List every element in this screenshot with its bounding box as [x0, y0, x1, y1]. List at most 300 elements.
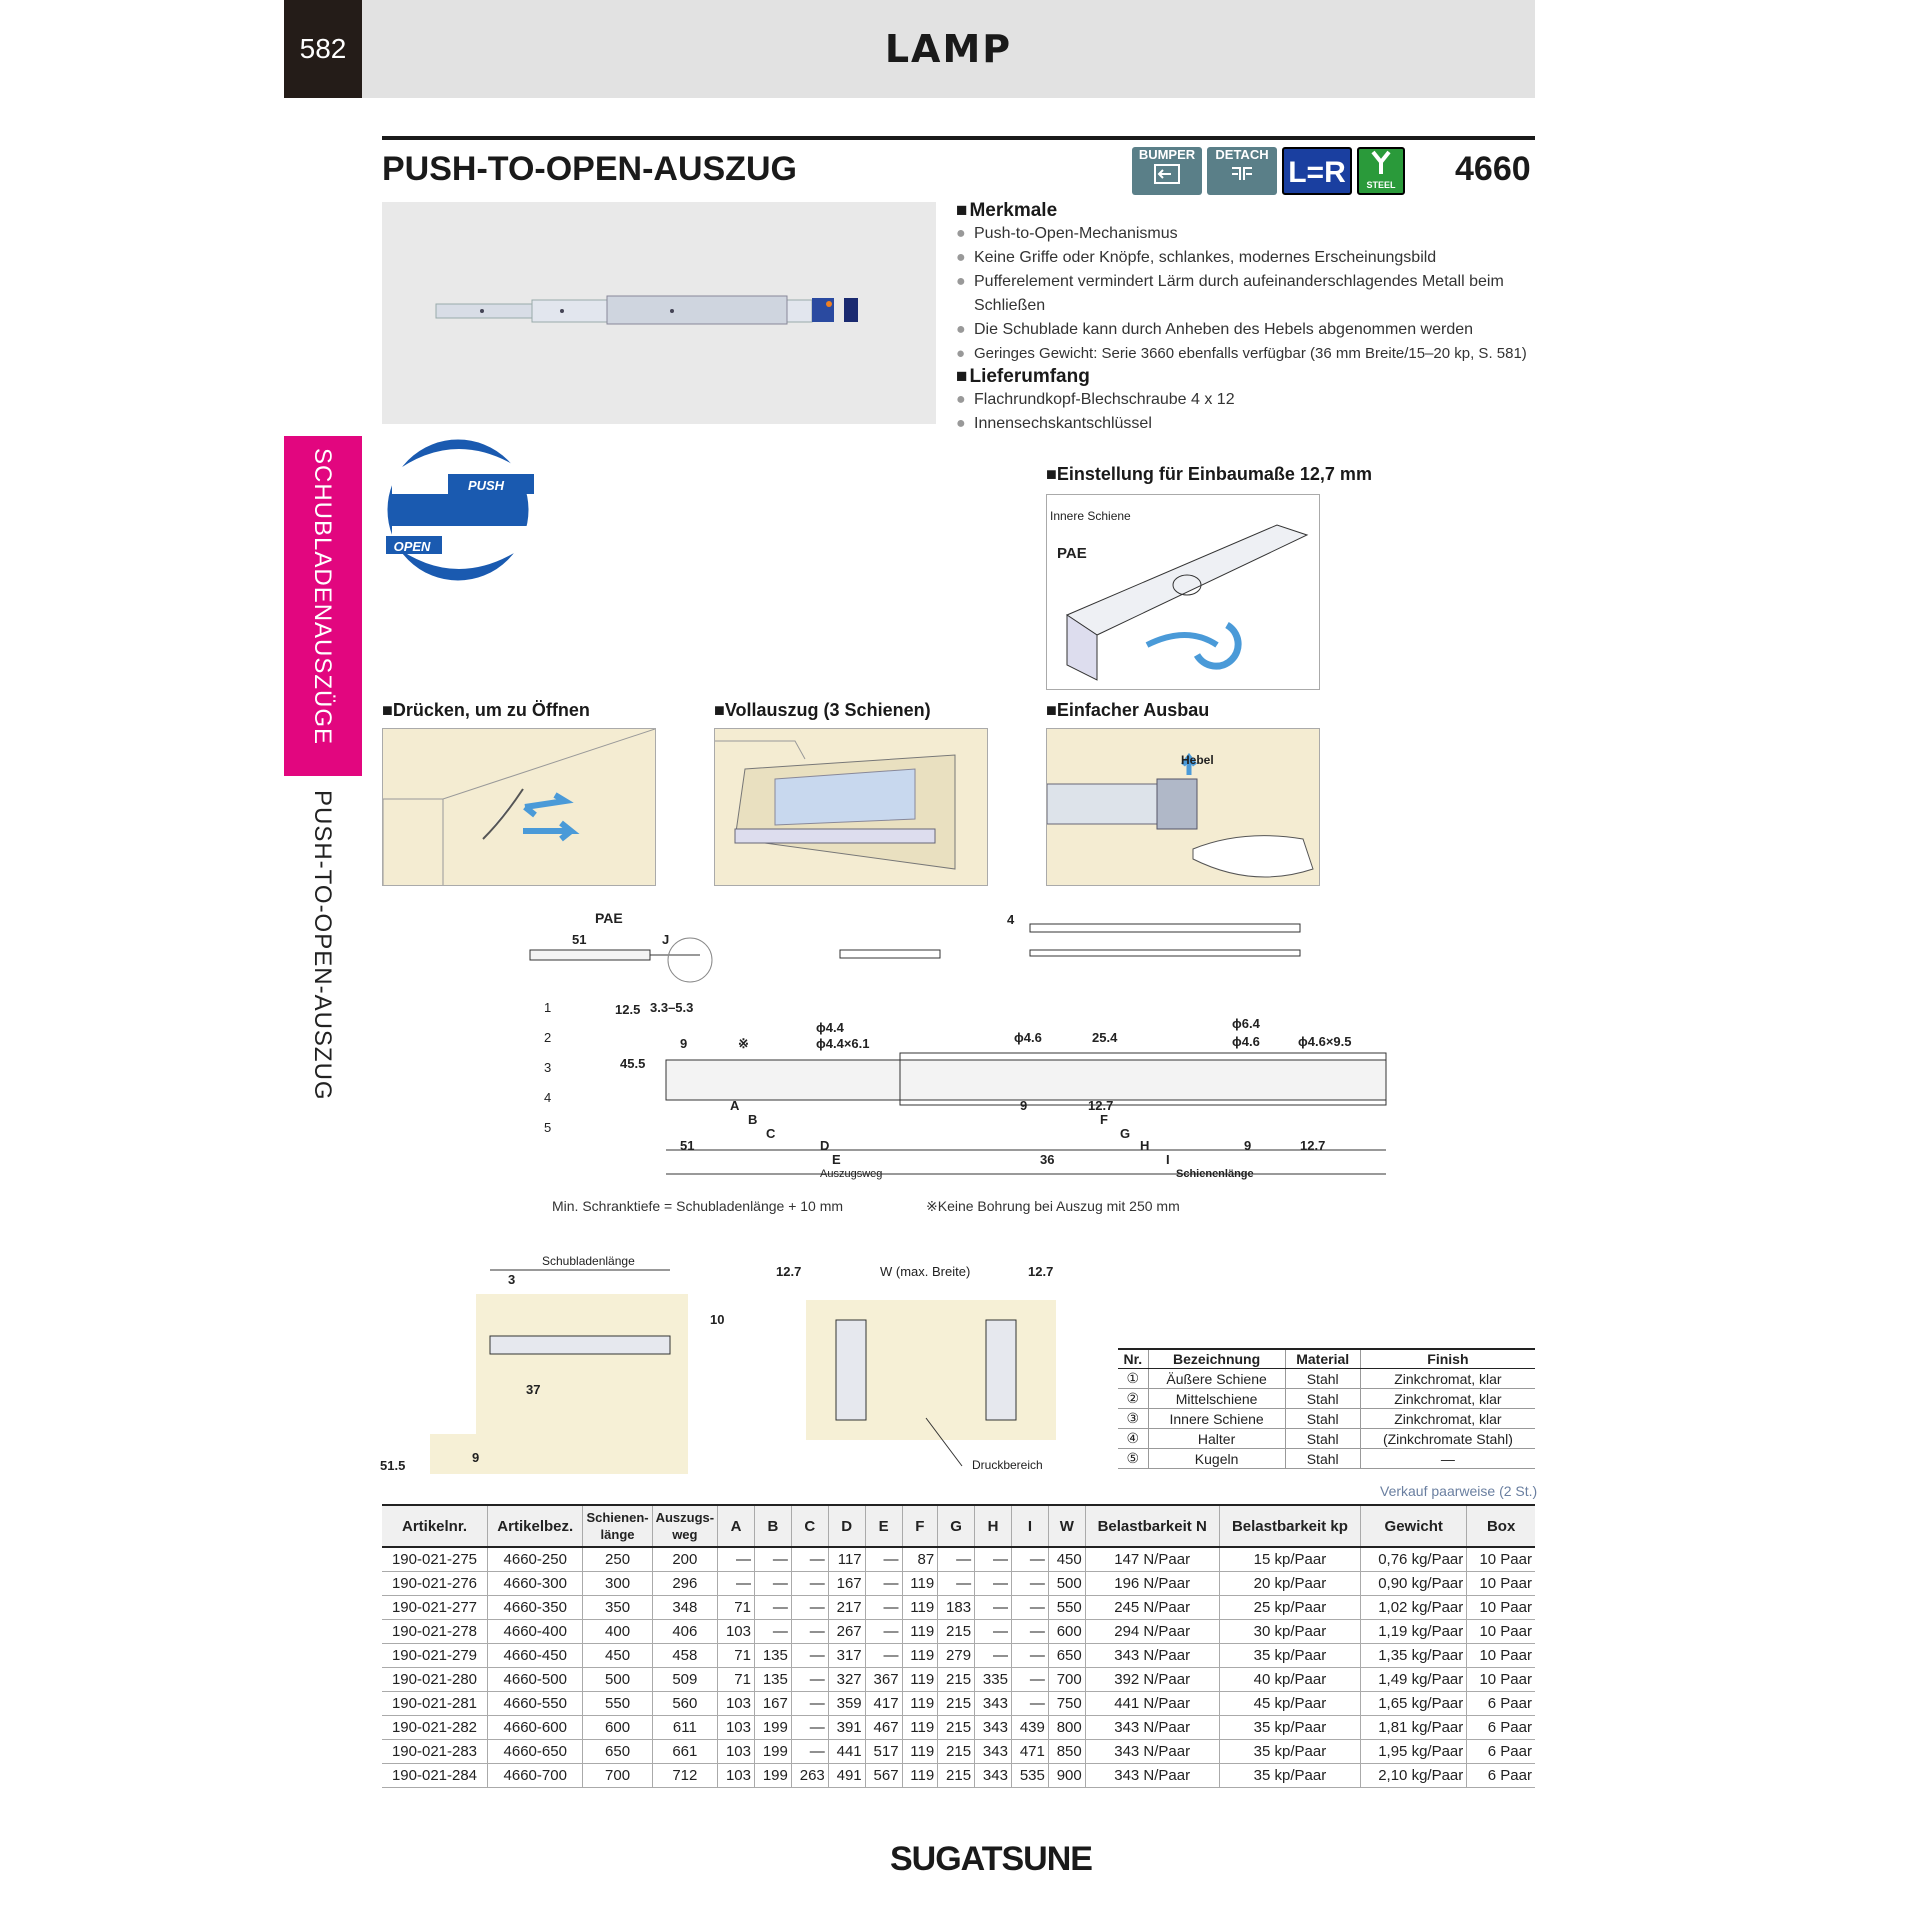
page-number: 582	[284, 0, 362, 98]
spec-cell: 1,65 kg/Paar	[1361, 1692, 1467, 1716]
dim-25-4: 25.4	[1092, 1030, 1118, 1045]
parts-header: Finish	[1360, 1349, 1535, 1369]
l-equals-r-badge: L=R	[1282, 147, 1352, 195]
spec-cell: —	[865, 1620, 902, 1644]
spec-cell: 343 N/Paar	[1085, 1764, 1219, 1788]
spec-cell: 712	[652, 1764, 718, 1788]
spec-cell: 200	[652, 1547, 718, 1572]
spec-cell: 661	[652, 1740, 718, 1764]
spec-cell: 215	[938, 1668, 975, 1692]
spec-cell: 199	[754, 1716, 791, 1740]
spec-header: D	[828, 1505, 865, 1547]
spec-header: H	[975, 1505, 1012, 1547]
dim-phi-4-4: ϕ4.4	[816, 1020, 844, 1035]
spec-cell: 10 Paar	[1467, 1668, 1535, 1692]
parts-cell: Zinkchromat, klar	[1360, 1409, 1535, 1429]
dim-phi-4-4x6-1: ϕ4.4×6.1	[816, 1036, 870, 1051]
spec-cell: 190-021-281	[382, 1692, 488, 1716]
spec-cell: 30 kp/Paar	[1219, 1620, 1361, 1644]
spec-cell: 517	[865, 1740, 902, 1764]
spec-cell: 343	[975, 1716, 1012, 1740]
spec-cell: 10 Paar	[1467, 1547, 1535, 1572]
spec-cell: 650	[1048, 1644, 1085, 1668]
spec-cell: 190-021-284	[382, 1764, 488, 1788]
spec-header: Belastbarkeit N	[1085, 1505, 1219, 1547]
dim-12-7: 12.7	[1088, 1098, 1114, 1113]
parts-cell: ⑤	[1118, 1449, 1148, 1469]
spec-cell: 467	[865, 1716, 902, 1740]
spec-cell: 348	[652, 1596, 718, 1620]
category-tab-label: SCHUBLADENAUSZÜGE	[309, 448, 336, 746]
spec-cell: 441	[828, 1740, 865, 1764]
spec-cell: 1,19 kg/Paar	[1361, 1620, 1467, 1644]
spec-cell: 25 kp/Paar	[1219, 1596, 1361, 1620]
parts-cell: ①	[1118, 1369, 1148, 1389]
spec-cell: 471	[1011, 1740, 1048, 1764]
spec-cell: 400	[583, 1620, 652, 1644]
spec-cell: 117	[828, 1547, 865, 1572]
dim-9c: 9	[1020, 1098, 1028, 1113]
spec-header: Artikelbez.	[488, 1505, 583, 1547]
spec-cell: 119	[902, 1644, 938, 1668]
spec-cell: —	[975, 1620, 1012, 1644]
spec-header: B	[754, 1505, 791, 1547]
spec-cell: 567	[865, 1764, 902, 1788]
detach-badge-label: DETACH	[1215, 147, 1269, 162]
dim-max-width: W (max. Breite)	[880, 1264, 971, 1279]
scope-item: ● Innensechskantschlüssel	[956, 412, 1536, 436]
spec-cell: —	[1011, 1644, 1048, 1668]
spec-cell: 190-021-283	[382, 1740, 488, 1764]
model-number: 4660	[1455, 150, 1531, 188]
callout-5: 5	[544, 1120, 552, 1135]
spec-cell: 190-021-275	[382, 1547, 488, 1572]
spec-header: W	[1048, 1505, 1085, 1547]
spec-cell: 71	[718, 1596, 755, 1620]
parts-cell: Halter	[1148, 1429, 1285, 1449]
spec-cell: —	[754, 1620, 791, 1644]
spec-table	[382, 1504, 1535, 1788]
dim-i: I	[1166, 1152, 1170, 1167]
spec-row	[382, 1764, 1535, 1788]
spec-cell: 317	[828, 1644, 865, 1668]
spec-cell: 343 N/Paar	[1085, 1740, 1219, 1764]
spec-cell: 190-021-278	[382, 1620, 488, 1644]
parts-cell: Mittelschiene	[1148, 1389, 1285, 1409]
spec-cell: 103	[718, 1764, 755, 1788]
inner-rail-label: Innere Schiene	[1050, 509, 1131, 523]
dim-phi-4-6x9-5: ϕ4.6×9.5	[1298, 1034, 1352, 1049]
feature-item: ● Pufferelement vermindert Lärm durch aufeinanderschlagendes Metall beim Schließen	[956, 270, 1536, 318]
spec-cell: 335	[975, 1668, 1012, 1692]
parts-table	[1118, 1348, 1535, 1469]
parts-cell: ②	[1118, 1389, 1148, 1409]
dim-phi-6-4: ϕ6.4	[1232, 1016, 1260, 1031]
spec-cell: 35 kp/Paar	[1219, 1764, 1361, 1788]
spec-cell: 6 Paar	[1467, 1692, 1535, 1716]
page-title: PUSH-TO-OPEN-AUSZUG	[382, 150, 797, 188]
dim-extension-travel: Auszugsweg	[820, 1168, 883, 1180]
spec-cell: 439	[1011, 1716, 1048, 1740]
spec-cell: 458	[652, 1644, 718, 1668]
parts-cell: Stahl	[1285, 1429, 1360, 1449]
spec-cell: 4660-450	[488, 1644, 583, 1668]
spec-cell: 550	[583, 1692, 652, 1716]
dim-10: 10	[710, 1312, 725, 1327]
spec-cell: 215	[938, 1620, 975, 1644]
spec-row	[382, 1572, 1535, 1596]
push-label: PUSH	[467, 478, 505, 493]
spec-cell: 327	[828, 1668, 865, 1692]
parts-cell: Stahl	[1285, 1409, 1360, 1429]
spec-cell: 190-021-282	[382, 1716, 488, 1740]
spec-header: Gewicht	[1361, 1505, 1467, 1547]
spec-cell: —	[1011, 1547, 1048, 1572]
spec-row	[382, 1644, 1535, 1668]
full-extension-illustration	[714, 728, 988, 886]
spec-cell: 4660-300	[488, 1572, 583, 1596]
spec-header: Belastbarkeit kp	[1219, 1505, 1361, 1547]
sale-note: Verkauf paarweise (2 St.)	[1380, 1483, 1538, 1499]
dim-f: F	[1100, 1112, 1108, 1127]
spec-cell: 215	[938, 1692, 975, 1716]
spec-cell: 600	[1048, 1620, 1085, 1644]
spec-cell: 87	[902, 1547, 938, 1572]
parts-cell: Stahl	[1285, 1369, 1360, 1389]
dim-c: C	[766, 1126, 776, 1141]
spec-cell: 350	[583, 1596, 652, 1620]
spec-cell: 4660-400	[488, 1620, 583, 1644]
dim-12-7b: 12.7	[1300, 1138, 1326, 1153]
spec-header: E	[865, 1505, 902, 1547]
spec-cell: 343	[975, 1692, 1012, 1716]
spec-cell: 2,10 kg/Paar	[1361, 1764, 1467, 1788]
brand-logo: LAMP	[884, 27, 1013, 71]
parts-cell: ③	[1118, 1409, 1148, 1429]
spec-cell: —	[1011, 1596, 1048, 1620]
dim-12-7-left: 12.7	[776, 1264, 802, 1279]
no-hole-note: ※Keine Bohrung bei Auszug mit 250 mm	[926, 1198, 1180, 1214]
spec-cell: 190-021-277	[382, 1596, 488, 1620]
dim-37: 37	[526, 1382, 541, 1397]
spec-cell: 535	[1011, 1764, 1048, 1788]
dim-51b: 51	[680, 1138, 695, 1153]
spec-cell: 600	[583, 1716, 652, 1740]
spec-cell: —	[1011, 1668, 1048, 1692]
spec-cell: 245 N/Paar	[1085, 1596, 1219, 1620]
spec-cell: 199	[754, 1740, 791, 1764]
spec-cell: 0,76 kg/Paar	[1361, 1547, 1467, 1572]
spec-cell: 103	[718, 1740, 755, 1764]
spec-cell: 45 kp/Paar	[1219, 1692, 1361, 1716]
spec-cell: —	[975, 1572, 1012, 1596]
spec-cell: 40 kp/Paar	[1219, 1668, 1361, 1692]
spec-cell: 367	[865, 1668, 902, 1692]
spec-cell: 263	[791, 1764, 828, 1788]
callout-4: 4	[544, 1090, 552, 1105]
parts-row	[1118, 1449, 1535, 1469]
dim-12-7-right: 12.7	[1028, 1264, 1054, 1279]
bumper-badge	[1132, 147, 1202, 195]
spec-cell: 6 Paar	[1467, 1764, 1535, 1788]
category-tab	[284, 436, 362, 776]
spec-cell: 167	[828, 1572, 865, 1596]
spec-cell: 0,90 kg/Paar	[1361, 1572, 1467, 1596]
dim-45-5: 45.5	[620, 1056, 646, 1071]
spec-cell: 343	[975, 1764, 1012, 1788]
parts-cell: Stahl	[1285, 1449, 1360, 1469]
open-label: OPEN	[393, 539, 431, 554]
full-extension-heading: ■ Vollauszug (3 Schienen)	[714, 700, 931, 721]
dim-b: B	[748, 1112, 758, 1127]
spec-header: G	[938, 1505, 975, 1547]
spec-cell: 441 N/Paar	[1085, 1692, 1219, 1716]
dim-phi-4-6: ϕ4.6	[1014, 1030, 1042, 1045]
callout-3: 3	[544, 1060, 552, 1075]
spec-header: I	[1011, 1505, 1048, 1547]
spec-cell: 190-021-280	[382, 1668, 488, 1692]
features-heading: ■ Merkmale	[956, 200, 1536, 222]
spec-cell: —	[791, 1740, 828, 1764]
spec-cell: —	[975, 1596, 1012, 1620]
dim-9d: 9	[472, 1450, 480, 1465]
dim-36: 36	[1040, 1152, 1055, 1167]
dim-9b: 9	[1244, 1138, 1252, 1153]
parts-row	[1118, 1429, 1535, 1449]
spec-cell: 10 Paar	[1467, 1596, 1535, 1620]
press-heading: ■ Drücken, um zu Öffnen	[382, 700, 590, 721]
spec-row	[382, 1547, 1535, 1572]
dim-9: 9	[680, 1036, 688, 1051]
dim-e: E	[832, 1152, 841, 1167]
spec-header: Schienen-länge	[583, 1505, 652, 1547]
spec-cell: 103	[718, 1620, 755, 1644]
spec-cell: 800	[1048, 1716, 1085, 1740]
spec-cell: 119	[902, 1596, 938, 1620]
spec-cell: 294 N/Paar	[1085, 1620, 1219, 1644]
spec-cell: 267	[828, 1620, 865, 1644]
parts-header: Nr.	[1118, 1349, 1148, 1369]
spec-cell: 147 N/Paar	[1085, 1547, 1219, 1572]
pae-label: PAE	[1057, 545, 1087, 562]
spec-cell: 1,95 kg/Paar	[1361, 1740, 1467, 1764]
spec-cell: 500	[583, 1668, 652, 1692]
spec-cell: 35 kp/Paar	[1219, 1740, 1361, 1764]
product-tab-label: PUSH-TO-OPEN-AUSZUG	[309, 790, 336, 1101]
adjust-heading: ■ Einstellung für Einbaumaße 12,7 mm	[1046, 464, 1372, 485]
spec-cell: —	[865, 1596, 902, 1620]
steel-badge-label: STEEL	[1366, 180, 1396, 190]
spec-cell: 135	[754, 1668, 791, 1692]
spec-header: F	[902, 1505, 938, 1547]
spec-cell: 119	[902, 1668, 938, 1692]
spec-cell: 119	[902, 1620, 938, 1644]
spec-cell: 4660-500	[488, 1668, 583, 1692]
slide-rail-image	[382, 202, 936, 424]
spec-cell: 700	[1048, 1668, 1085, 1692]
spec-cell: —	[791, 1547, 828, 1572]
spec-cell: 215	[938, 1764, 975, 1788]
callout-2: 2	[544, 1030, 552, 1045]
dim-d: D	[820, 1138, 830, 1153]
dim-12-5: 12.5	[615, 1002, 641, 1017]
spec-row	[382, 1668, 1535, 1692]
spec-cell: 296	[652, 1572, 718, 1596]
title-rule	[382, 136, 1535, 140]
spec-cell: 450	[583, 1644, 652, 1668]
features-section	[956, 200, 1536, 436]
spec-cell: 199	[754, 1764, 791, 1788]
spec-cell: 119	[902, 1764, 938, 1788]
spec-cell: 119	[902, 1716, 938, 1740]
spec-cell: 135	[754, 1644, 791, 1668]
spec-cell: 550	[1048, 1596, 1085, 1620]
cabinet-depth-note: Min. Schranktiefe = Schubladenlänge + 10 mm	[552, 1198, 844, 1214]
detach-icon	[1224, 162, 1260, 186]
spec-cell: 1,35 kg/Paar	[1361, 1644, 1467, 1668]
spec-cell: 300	[583, 1572, 652, 1596]
spec-cell: 6 Paar	[1467, 1716, 1535, 1740]
spec-cell: 215	[938, 1740, 975, 1764]
spec-row	[382, 1740, 1535, 1764]
spec-header: Box	[1467, 1505, 1535, 1547]
bumper-badge-label: BUMPER	[1138, 147, 1196, 162]
dim-asterisk: ※	[738, 1036, 749, 1051]
spec-cell: 392 N/Paar	[1085, 1668, 1219, 1692]
spec-cell: 343	[975, 1740, 1012, 1764]
callout-list	[544, 1000, 564, 1150]
spec-cell: 4660-650	[488, 1740, 583, 1764]
spec-cell: 4660-250	[488, 1547, 583, 1572]
spec-cell: 250	[583, 1547, 652, 1572]
drawer-length-label: Schubladenlänge	[542, 1254, 635, 1268]
sugatsune-logo: SUGATSUNE	[890, 1840, 1092, 1878]
parts-cell: (Zinkchromate Stahl)	[1360, 1429, 1535, 1449]
spec-cell: —	[791, 1692, 828, 1716]
scope-heading: ■ Lieferumfang	[956, 366, 1536, 388]
dim-h: H	[1140, 1138, 1150, 1153]
spec-cell: —	[938, 1547, 975, 1572]
spec-cell: 103	[718, 1716, 755, 1740]
spec-cell: —	[975, 1547, 1012, 1572]
spec-cell: 359	[828, 1692, 865, 1716]
product-photo	[382, 202, 936, 424]
technical-drawing	[520, 910, 1390, 1190]
spec-cell: 406	[652, 1620, 718, 1644]
dim-51-5: 51.5	[380, 1458, 406, 1473]
spec-cell: —	[865, 1644, 902, 1668]
spec-cell: 1,02 kg/Paar	[1361, 1596, 1467, 1620]
spec-cell: 71	[718, 1668, 755, 1692]
parts-cell: ④	[1118, 1429, 1148, 1449]
feature-item: ● Geringes Gewicht: Serie 3660 ebenfalls verfügbar (36 mm Breite/15–20 kp, S. 581)	[956, 342, 1536, 366]
dim-g: G	[1120, 1126, 1131, 1141]
feature-item: ● Keine Griffe oder Knöpfe, schlankes, modernes Erscheinungsbild	[956, 246, 1536, 270]
spec-cell: —	[865, 1572, 902, 1596]
spec-cell: 10 Paar	[1467, 1644, 1535, 1668]
spec-cell: 417	[865, 1692, 902, 1716]
spec-cell: 343 N/Paar	[1085, 1716, 1219, 1740]
spec-cell: 900	[1048, 1764, 1085, 1788]
spec-cell: 279	[938, 1644, 975, 1668]
spec-row	[382, 1692, 1535, 1716]
dim-4: 4	[1007, 912, 1015, 927]
spec-cell: 343 N/Paar	[1085, 1644, 1219, 1668]
spec-row	[382, 1716, 1535, 1740]
spec-header: Auszugs-weg	[652, 1505, 718, 1547]
spec-cell: 611	[652, 1716, 718, 1740]
dim-3: 3	[508, 1272, 516, 1287]
dim-j: J	[662, 932, 670, 947]
spec-cell: —	[791, 1572, 828, 1596]
parts-header: Material	[1285, 1349, 1360, 1369]
spec-cell: —	[718, 1547, 755, 1572]
press-area-label: Druckbereich	[972, 1458, 1043, 1472]
spec-cell: 103	[718, 1692, 755, 1716]
spec-cell: 10 Paar	[1467, 1620, 1535, 1644]
press-illustration	[382, 728, 656, 886]
parts-row	[1118, 1409, 1535, 1429]
spec-cell: 500	[1048, 1572, 1085, 1596]
parts-cell: Kugeln	[1148, 1449, 1285, 1469]
spec-cell: 119	[902, 1692, 938, 1716]
spec-cell: —	[718, 1572, 755, 1596]
spec-cell: —	[938, 1572, 975, 1596]
removal-illustration	[1046, 728, 1320, 886]
spec-cell: 850	[1048, 1740, 1085, 1764]
steel-badge	[1357, 147, 1405, 195]
parts-cell: —	[1360, 1449, 1535, 1469]
spec-cell: 183	[938, 1596, 975, 1620]
spec-row	[382, 1596, 1535, 1620]
spec-cell: 6 Paar	[1467, 1740, 1535, 1764]
spec-cell: 71	[718, 1644, 755, 1668]
dim-phi-4-6b: ϕ4.6	[1232, 1034, 1260, 1049]
feature-item: ● Push-to-Open-Mechanismus	[956, 222, 1536, 246]
spec-cell: 217	[828, 1596, 865, 1620]
spec-cell: 491	[828, 1764, 865, 1788]
spec-cell: —	[754, 1572, 791, 1596]
spec-cell: 650	[583, 1740, 652, 1764]
spec-cell: 560	[652, 1692, 718, 1716]
spec-cell: 10 Paar	[1467, 1572, 1535, 1596]
spec-cell: —	[791, 1620, 828, 1644]
spec-cell: 196 N/Paar	[1085, 1572, 1219, 1596]
parts-row	[1118, 1389, 1535, 1409]
spec-cell: —	[1011, 1692, 1048, 1716]
spec-cell: 509	[652, 1668, 718, 1692]
install-front-diagram	[776, 1258, 1076, 1480]
spec-header: Artikelnr.	[382, 1505, 488, 1547]
spec-cell: —	[791, 1668, 828, 1692]
spec-cell: —	[754, 1547, 791, 1572]
dim-3-3-5-3: 3.3–5.3	[650, 1000, 694, 1015]
spec-cell: —	[975, 1644, 1012, 1668]
feature-item: ● Die Schublade kann durch Anheben des Hebels abgenommen werden	[956, 318, 1536, 342]
lever-label: Hebel	[1181, 753, 1214, 767]
dim-pae: PAE	[595, 910, 623, 926]
adjust-illustration	[1046, 494, 1320, 690]
install-side-diagram	[380, 1250, 725, 1480]
spec-cell: 4660-550	[488, 1692, 583, 1716]
spec-header: C	[791, 1505, 828, 1547]
spec-cell: 35 kp/Paar	[1219, 1716, 1361, 1740]
spec-cell: 1,81 kg/Paar	[1361, 1716, 1467, 1740]
push-open-logo	[382, 434, 534, 586]
parts-row	[1118, 1369, 1535, 1389]
spec-cell: 391	[828, 1716, 865, 1740]
spec-cell: 4660-350	[488, 1596, 583, 1620]
